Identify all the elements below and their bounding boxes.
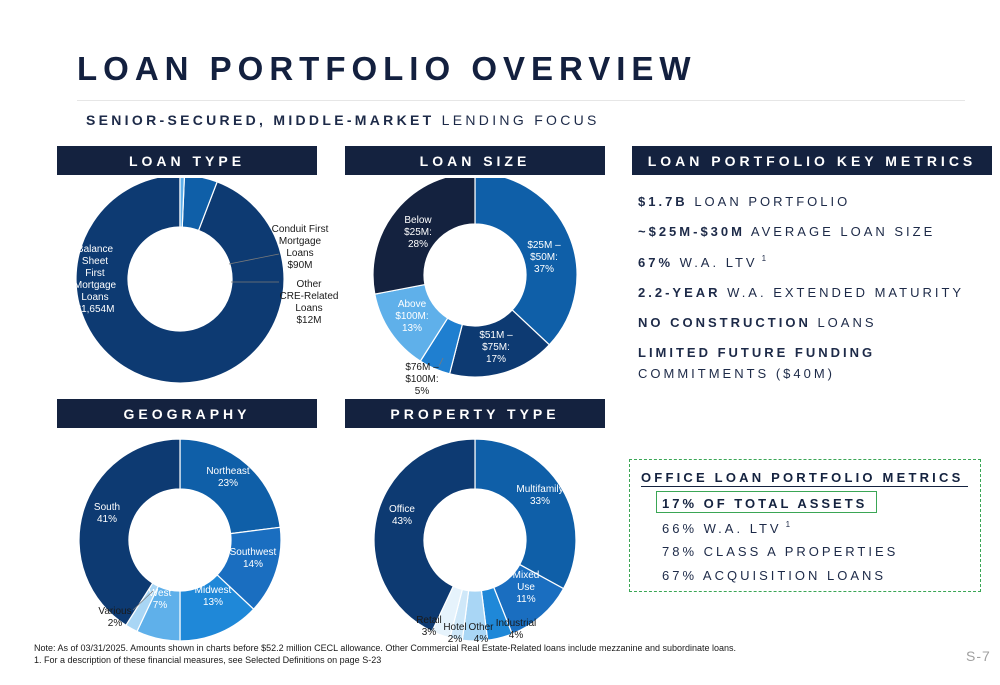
property_type-label-4: Hotel 2% — [443, 622, 467, 642]
office-class-a: 78% CLASS A PROPERTIES — [662, 544, 899, 559]
metric-ltv-value: 67% — [638, 255, 674, 270]
metric-portfolio-value: $1.7B — [638, 194, 688, 209]
page-number: S-7 — [966, 648, 991, 664]
geography-header: GEOGRAPHY — [57, 399, 317, 428]
metric-portfolio-label: LOAN PORTFOLIO — [687, 194, 851, 209]
loan_type-label-1: Conduit First Mortgage Loans $90M — [271, 224, 329, 271]
property_type-label-6: Office 43% — [389, 504, 415, 527]
metric-future-funding — [638, 345, 875, 360]
property_type-label-3: Other 4% — [468, 622, 494, 642]
office-metrics-title: OFFICE LOAN PORTFOLIO METRICS — [641, 470, 964, 485]
metric-construction-label: LOANS — [810, 315, 877, 330]
property_type-label-5: Retail 3% — [416, 615, 442, 638]
office-acquisition: 67% ACQUISITION LOANS — [662, 568, 887, 583]
metric-portfolio — [638, 194, 850, 209]
geography-label-3: West 7% — [148, 588, 172, 611]
subtitle-regular: LENDING FOCUS — [434, 112, 600, 128]
geography-label-4: Various 2% — [98, 606, 132, 629]
office-ltv-label: 66% W.A. LTV — [662, 521, 782, 536]
metric-maturity — [638, 285, 964, 300]
property-type-donut-chart — [345, 430, 605, 642]
page-title: LOAN PORTFOLIO OVERVIEW — [77, 50, 697, 87]
loan-size-header: LOAN SIZE — [345, 146, 605, 175]
loan_size-label-4: Below $25M: 28% — [404, 215, 432, 250]
metric-construction-value: NO CONSTRUCTION — [638, 315, 811, 330]
metric-commitments-label: COMMITMENTS ($40M) — [638, 366, 835, 381]
geography-label-1: Southwest 14% — [229, 547, 277, 570]
subtitle-bold: SENIOR-SECURED, MIDDLE-MARKET — [86, 112, 435, 128]
geography-label-2: Midwest 13% — [194, 585, 232, 608]
loan-type-donut-chart — [57, 178, 347, 400]
geography-label-5: South 41% — [93, 502, 121, 525]
page-subtitle — [86, 112, 600, 128]
footnote — [34, 643, 736, 666]
office-ltv-footnote: 1 — [785, 520, 791, 529]
loan_size-label-2: $76M – $100M: 5% — [405, 362, 439, 397]
geography-donut-chart — [57, 430, 317, 642]
metric-ltv-footnote: 1 — [761, 254, 767, 263]
key-metrics-header: LOAN PORTFOLIO KEY METRICS — [632, 146, 992, 175]
metric-ltv — [638, 254, 766, 270]
office-total-assets: 17% OF TOTAL ASSETS — [662, 496, 868, 511]
metric-commitments — [638, 366, 835, 381]
metric-avg-loan-size — [638, 224, 935, 239]
loan_type-label-0: Balance Sheet First Mortgage Loans $1,654M — [73, 244, 117, 315]
loan-size-donut-chart — [345, 178, 605, 400]
office-ltv — [662, 520, 790, 536]
property_type-label-2: Industrial 4% — [495, 618, 537, 641]
property_type-slice-0 — [475, 439, 576, 589]
office-title-underline — [641, 486, 968, 487]
metric-avg-loan-size-value: ~$25M-$30M — [638, 224, 745, 239]
property-type-header: PROPERTY TYPE — [345, 399, 605, 428]
loan_size-slice-0 — [475, 178, 577, 345]
property_type-label-0: Multifamily 33% — [516, 484, 564, 507]
loan-type-header: LOAN TYPE — [57, 146, 317, 175]
footnote-line-1: Note: As of 03/31/2025. Amounts shown in charts before $52.2 million CECL allowance. Other Commercial Real Estate-Related loans include mezzanine and subordinate loans. — [34, 643, 737, 653]
metric-construction — [638, 315, 877, 330]
loan_size-label-3: Above $100M: 13% — [395, 299, 429, 334]
loan_size-label-0: $25M – $50M: 37% — [527, 240, 561, 275]
loan_type-label-2: Other CRE-Related Loans $12M — [279, 279, 339, 326]
loan_size-label-1: $51M – $75M: 17% — [479, 330, 513, 365]
property_type-label-1: Mixed Use 11% — [512, 570, 540, 605]
metric-maturity-label: W.A. EXTENDED MATURITY — [720, 285, 965, 300]
metric-ltv-label: W.A. LTV — [673, 255, 758, 270]
metric-future-funding-value: LIMITED FUTURE FUNDING — [638, 345, 876, 360]
metric-avg-loan-size-label: AVERAGE LOAN SIZE — [744, 224, 936, 239]
footnote-line-2: 1. For a description of these financial measures, see Selected Definitions on page S-23 — [34, 654, 382, 665]
metric-maturity-value: 2.2-YEAR — [638, 285, 721, 300]
geography-label-0: Northeast 23% — [206, 466, 250, 489]
title-divider — [77, 100, 965, 101]
